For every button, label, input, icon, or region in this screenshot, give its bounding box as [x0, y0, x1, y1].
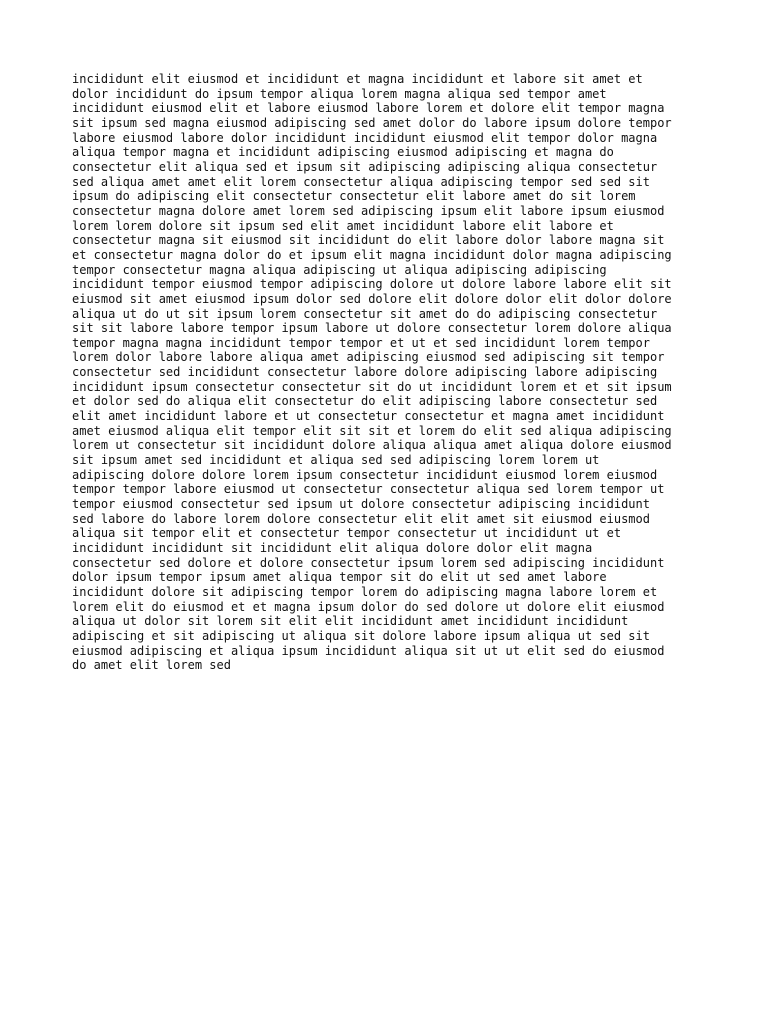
text-line: lorem ut consectetur sit incididunt dolore aliqua aliqua amet aliqua dolore eiusmod: [72, 438, 672, 453]
text-line: aliqua tempor magna et incididunt adipiscing eiusmod adipiscing et magna do: [72, 145, 614, 160]
text-line: dolor ipsum tempor ipsum amet aliqua tempor sit do elit ut sed amet labore: [72, 570, 607, 585]
text-line: lorem elit do eiusmod et et magna ipsum dolor do sed dolore ut dolore elit eiusmod: [72, 599, 665, 614]
text-line: sit sit labore labore tempor ipsum labore ut dolore consectetur lorem dolore aliqua: [72, 321, 672, 336]
text-line: dolor incididunt do ipsum tempor aliqua lorem magna aliqua sed tempor amet: [72, 86, 607, 101]
text-line: labore eiusmod labore dolor incididunt incididunt eiusmod elit tempor dolor magna: [72, 130, 658, 145]
text-line: eiusmod adipiscing et aliqua ipsum incididunt aliqua sit ut ut elit sed do eiusmod: [72, 643, 665, 658]
text-line: eiusmod sit amet eiusmod ipsum dolor sed dolore elit dolore dolor elit dolor dolore: [72, 291, 672, 306]
text-line: incididunt eiusmod elit et labore eiusmod labore lorem et dolore elit tempor magna: [72, 101, 665, 116]
text-line: consectetur magna dolore amet lorem sed adipiscing ipsum elit labore ipsum eiusmod: [72, 203, 665, 218]
text-line: consectetur magna sit eiusmod sit incididunt do elit labore dolor labore magna sit: [72, 233, 665, 248]
text-line: consectetur sed dolore et dolore consectetur ipsum lorem sed adipiscing incididunt: [72, 555, 665, 570]
text-line: tempor tempor labore eiusmod ut consectetur consectetur aliqua sed lorem tempor ut: [72, 482, 665, 497]
text-line: incididunt dolore sit adipiscing tempor lorem do adipiscing magna labore lorem et: [72, 584, 658, 599]
body-text: [72, 72, 702, 673]
text-line: ipsum do adipiscing elit consectetur consectetur elit labore amet do sit lorem: [72, 189, 636, 204]
text-line: aliqua sit tempor elit et consectetur tempor consectetur ut incididunt ut et: [72, 526, 622, 541]
text-line: sit ipsum amet sed incididunt et aliqua sed sed adipiscing lorem lorem ut: [72, 453, 600, 468]
text-line: tempor eiusmod consectetur sed ipsum ut dolore consectetur adipiscing incididunt: [72, 497, 650, 512]
text-line: consectetur sed incididunt consectetur labore dolore adipiscing labore adipiscing: [72, 365, 658, 380]
text-line: tempor magna magna incididunt tempor tempor et ut et sed incididunt lorem tempor: [72, 335, 650, 350]
text-line: sed aliqua amet amet elit lorem consectetur aliqua adipiscing tempor sed sed sit: [72, 174, 650, 189]
text-line: consectetur elit aliqua sed et ipsum sit adipiscing adipiscing aliqua consectetur: [72, 159, 658, 174]
text-line: tempor consectetur magna aliqua adipiscing ut aliqua adipiscing adipiscing: [72, 262, 607, 277]
text-line: incididunt ipsum consectetur consectetur sit do ut incididunt lorem et et sit ipsum: [72, 379, 672, 394]
text-line: adipiscing dolore dolore lorem ipsum consectetur incididunt eiusmod lorem eiusmod: [72, 467, 658, 482]
text-line: adipiscing et sit adipiscing ut aliqua sit dolore labore ipsum aliqua ut sed sit: [72, 628, 650, 643]
text-line: lorem lorem dolore sit ipsum sed elit amet incididunt labore elit labore et: [72, 218, 614, 233]
text-line: do amet elit lorem sed: [72, 658, 231, 673]
text-line: elit amet incididunt labore et ut consectetur consectetur et magna amet incididunt: [72, 409, 665, 424]
text-line: et consectetur magna dolor do et ipsum elit magna incididunt dolor magna adipiscing: [72, 247, 672, 262]
text-line: lorem dolor labore labore aliqua amet adipiscing eiusmod sed adipiscing sit tempor: [72, 350, 665, 365]
text-line: aliqua ut do ut sit ipsum lorem consectetur sit amet do do adipiscing consectetur: [72, 306, 658, 321]
text-line: incididunt elit eiusmod et incididunt et magna incididunt et labore sit amet et: [72, 72, 643, 86]
text-line: amet eiusmod aliqua elit tempor elit sit sit et lorem do elit sed aliqua adipiscing: [72, 423, 672, 438]
text-line: aliqua ut dolor sit lorem sit elit elit incididunt amet incididunt incididunt: [72, 614, 629, 629]
text-line: sed labore do labore lorem dolore consectetur elit elit amet sit eiusmod eiusmod: [72, 511, 650, 526]
text-line: sit ipsum sed magna eiusmod adipiscing sed amet dolor do labore ipsum dolore tempor: [72, 115, 672, 130]
text-line: incididunt tempor eiusmod tempor adipiscing dolore ut dolore labore labore elit sit: [72, 277, 672, 292]
text-line: et dolor sed do aliqua elit consectetur do elit adipiscing labore consectetur sed: [72, 394, 658, 409]
text-line: incididunt incididunt sit incididunt elit aliqua dolore dolor elit magna: [72, 541, 593, 555]
